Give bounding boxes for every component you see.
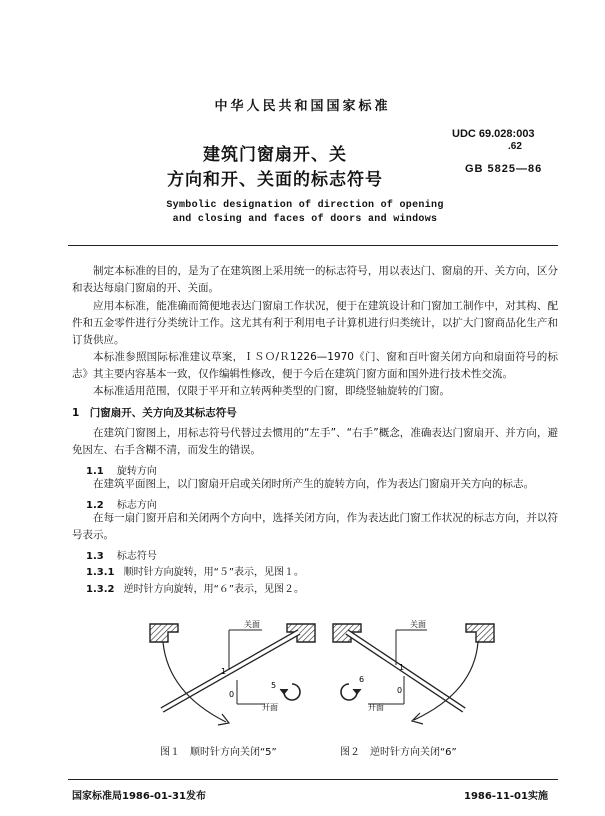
wall-right <box>466 624 494 642</box>
clause-1-3-2-number: 1.3.2 <box>86 584 115 595</box>
fig2-num-6: 6 <box>359 675 365 684</box>
footer-divider <box>68 779 558 780</box>
counterclockwise-rotation-icon <box>341 684 357 700</box>
fig2-num-1: 1 <box>399 663 405 672</box>
clause-1-3-2-text: 逆时针方向旋转，用“６”表示，见图２。 <box>123 584 305 595</box>
figure-2-diagram <box>333 619 494 724</box>
fig2-open-face-label: 开面 <box>368 703 384 712</box>
section-1-text: 在建筑门窗图上，用标志符号代替过去惯用的“左手”、“右手”概念，准确表达门窗扇开、并方向，避免因左、右手含糊不清，而发生的错误。 <box>72 427 558 456</box>
issuing-authority: 中华人民共和国国家标准 <box>214 99 391 114</box>
title-english-line-1: Symbolic designation of direction of opening <box>166 200 444 211</box>
clause-1-3-1 <box>86 563 304 578</box>
fig1-close-face-label: 关面 <box>244 620 260 629</box>
title-english-line-2: and closing and faces of doors and windows <box>172 214 438 225</box>
fig1-num-0: 0 <box>229 690 235 699</box>
title-line-1: 建筑门窗扇开、关 <box>203 145 347 165</box>
subsection-1-1-number: 1.1 <box>86 466 104 477</box>
subsection-1-3-heading <box>86 547 157 562</box>
figure-1-caption: 图１ 顺时针方向关闭“5” <box>160 747 277 758</box>
intro-paragraph-2: 应用本标准，能准确而简便地表达门窗扇工作状况，便于在建筑设计和门窗加工制作中，对其构、配件和五金零件进行分类统计工作。这尤其有利于利用电子计算机进行归类统计，以扩大门窗商品化生产和订货供应。 <box>72 300 558 346</box>
subsection-1-2-title: 标志方向 <box>116 500 157 511</box>
clause-1-3-2 <box>86 580 304 595</box>
clause-1-3-1-number: 1.3.1 <box>86 567 115 578</box>
subsection-1-1-heading <box>86 462 157 477</box>
intro-paragraph-1: 制定本标准的目的，是为了在建筑图上采用统一的标志符号，用以表达门、窗扇的开、关方向，区分和表达每扇门窗扇的开、关面。 <box>72 265 558 294</box>
figure-1-diagram <box>150 619 315 725</box>
subsection-1-2-text: 在每一扇门窗开启和关闭两个方向中，选择关闭方向，作为表达此门窗工作状况的标志方向，并以符号表示。 <box>72 512 558 541</box>
fig2-num-0: 0 <box>397 686 403 695</box>
effective-date: 1986-11-01实施 <box>464 791 548 802</box>
issue-date: 国家标准局1986-01-31发布 <box>72 791 206 802</box>
subsection-1-1-text: 在建筑平面图上，以门窗扇开启或关闭时所产生的旋转方向，作为表达门窗扇开关方向的标志。 <box>93 478 534 490</box>
wall-left <box>150 624 178 642</box>
subsection-1-2-heading <box>86 496 157 511</box>
udc-code-sub: .62 <box>508 141 522 152</box>
gb-number: GB 5825—86 <box>465 163 543 175</box>
figure-2-caption: 图２ 逆时针方向关闭“6” <box>340 747 457 758</box>
subsection-1-3-number: 1.3 <box>86 551 104 562</box>
section-1-heading: 1 门窗扇开、关方向及其标志符号 <box>72 407 237 419</box>
door-leaf <box>347 632 464 710</box>
udc-code: UDC 69.028:003 <box>452 128 535 140</box>
intro-paragraph-4: 本标准适用范围，仅限于平开和立转两种类型的门窗，即绕竖轴旋转的门窗。 <box>93 385 450 397</box>
header-divider <box>68 245 558 246</box>
door-symbol-figures <box>0 610 605 735</box>
fig1-num-5: 5 <box>271 681 277 690</box>
fig1-num-1: 1 <box>221 667 227 676</box>
clause-1-3-1-text: 顺时针方向旋转，用“５”表示，见图１。 <box>123 567 305 578</box>
subsection-1-1-title: 旋转方向 <box>116 466 157 477</box>
fig2-close-face-label: 关面 <box>410 620 426 629</box>
intro-paragraph-3: 本标准参照国际标准建议草案，ＩＳＯ/Ｒ1226—1970《门、窗和百叶窗关闭方向和扇面符号的标志》其主要内容基本一致，仅作编辑性修改，便于今后在建筑门窗方面和国外进行技术性交流。 <box>72 351 558 380</box>
subsection-1-2-number: 1.2 <box>86 500 104 511</box>
clockwise-rotation-icon <box>284 684 300 700</box>
subsection-1-3-title: 标志符号 <box>116 551 157 562</box>
title-line-2: 方向和开、关面的标志符号 <box>167 170 383 190</box>
fig1-open-face-label: 开面 <box>262 703 278 712</box>
